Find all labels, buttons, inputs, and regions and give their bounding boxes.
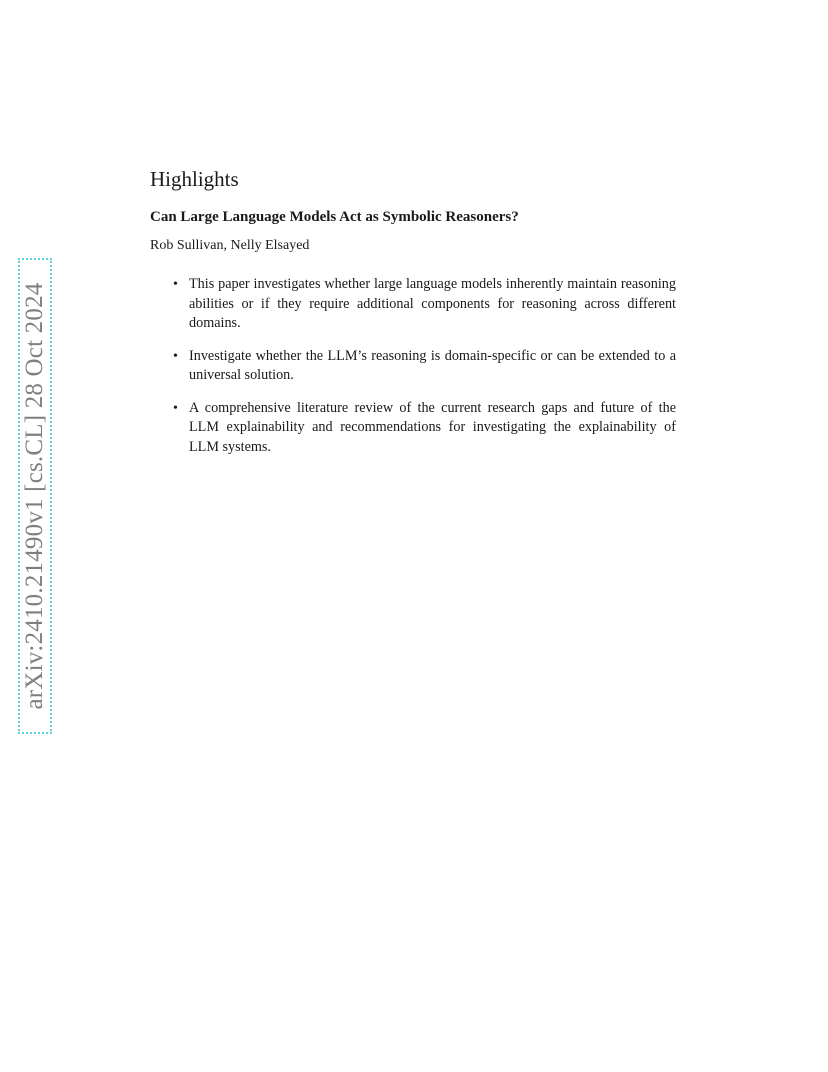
arxiv-identifier-text[interactable]: arXiv:2410.21490v1 [cs.CL] 28 Oct 2024: [21, 282, 48, 710]
highlight-item-1: [173, 275, 680, 334]
highlight-item-2: [173, 347, 680, 386]
bullet-icon: •: [173, 277, 178, 292]
bullet-icon: •: [173, 348, 178, 364]
highlights-heading: Highlights: [150, 167, 239, 191]
bullet-icon: •: [173, 400, 178, 416]
highlight-item-text: Investigate whether the LLM’s reasoning is domain-specific or can be extended to a universal solution.: [189, 347, 676, 383]
paper-authors: Rob Sullivan, Nelly Elsayed: [150, 238, 310, 253]
highlights-section: [150, 166, 680, 470]
highlight-item-text: A comprehensive literature review of the current research gaps and future of the LLM explainability and recommendations for investigating the explainability of LLM systems.: [189, 399, 676, 455]
highlight-item-3: [173, 399, 680, 458]
arxiv-identifier-stamp[interactable]: [18, 258, 52, 734]
highlight-item-text: This paper investigates whether large language models inherently maintain reasoning abilities or if they require additional components for reasoning across different domains.: [189, 276, 676, 331]
paper-title: Can Large Language Models Act as Symbolic Reasoners?: [150, 209, 519, 225]
highlights-list: [150, 275, 680, 457]
